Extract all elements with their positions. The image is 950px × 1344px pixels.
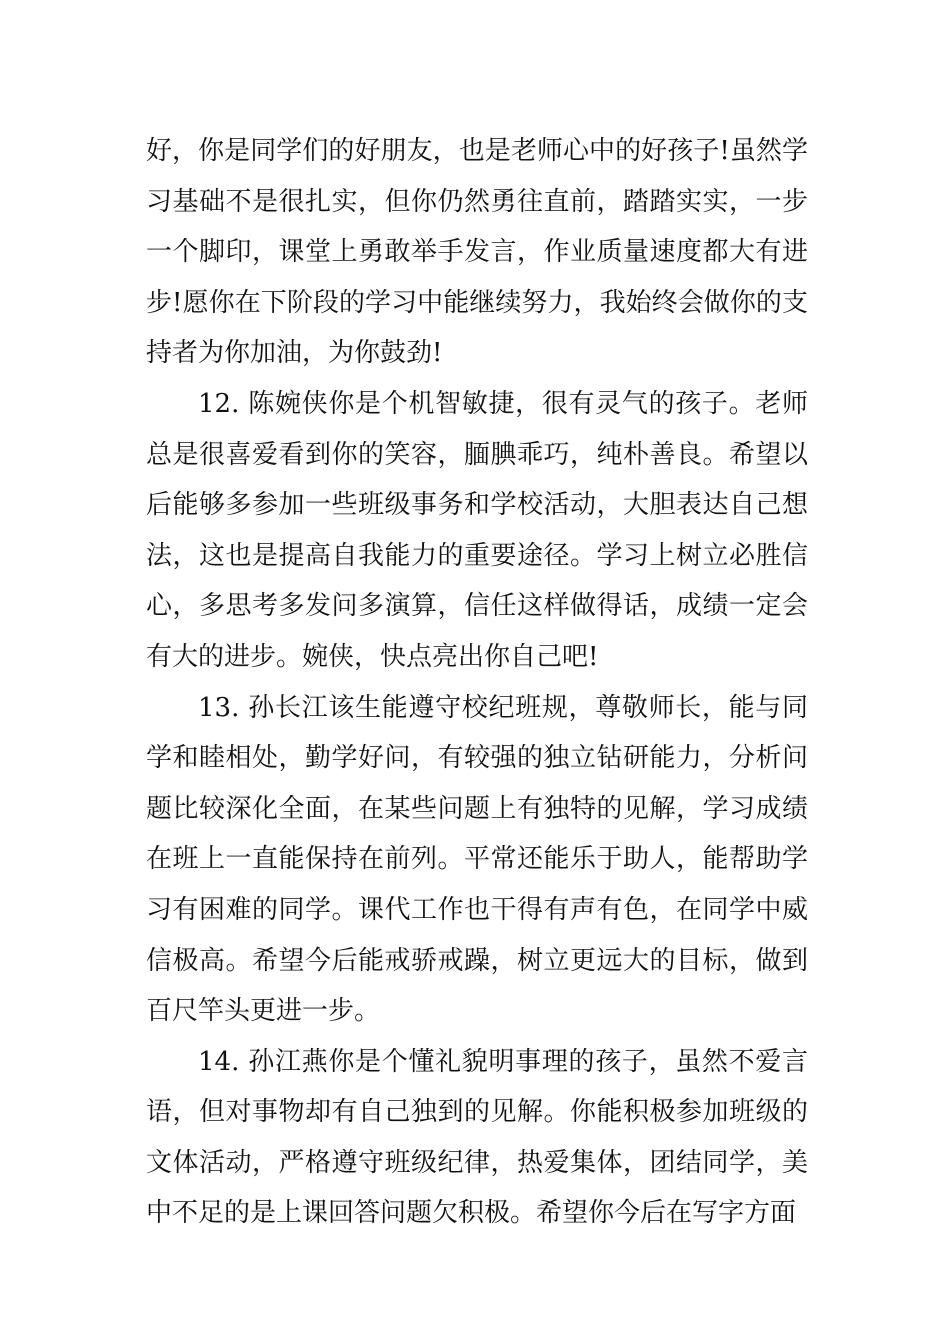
paragraph-item-12: 12. 陈婉侠你是个机智敏捷，很有灵气的孩子。老师总是很喜爱看到你的笑容，腼腆乖巧，纯朴善良。希望以后能够多参加一些班级事务和学校活动，大胆表达自己想法，这也是提高自我能力的重要途径。学习上树立必胜信心，多思考多发问多演算，信任这样做得话，成绩一定会有大的进步。婉侠，快点亮出你自己吧! [146, 388, 808, 672]
paragraph-item-13: 13. 孙长江该生能遵守校纪班规，尊敬师长，能与同学和睦相处，勤学好问，有较强的独立钻研能力，分析问题比较深化全面，在某些问题上有独特的见解，学习成绩在班上一直能保持在前列。平常还能乐于助人，能帮助学习有困难的同学。课代工作也干得有声有色，在同学中威信极高。希望今后能戒骄戒躁，树立更远大的目标，做到百尺竿头更进一步。 [146, 692, 808, 1027]
paragraph-item-14: 14. 孙江燕你是个懂礼貌明事理的孩子，虽然不爱言语，但对事物却有自己独到的见解。你能积极参加班级的文体活动，严格遵守班级纪律，热爱集体，团结同学，美中不足的是上课回答问题欠积极。希望你今后在写字方面 [146, 1046, 808, 1229]
paragraph-continuation: 好，你是同学们的好朋友，也是老师心中的好孩子!虽然学习基础不是很扎实，但你仍然勇往直前，踏踏实实，一步一个脚印，课堂上勇敢举手发言，作业质量速度都大有进步!愿你在下阶段的学习中能继续努力，我始终会做你的支持者为你加油，为你鼓劲! [146, 136, 808, 369]
document-body [146, 126, 808, 1239]
